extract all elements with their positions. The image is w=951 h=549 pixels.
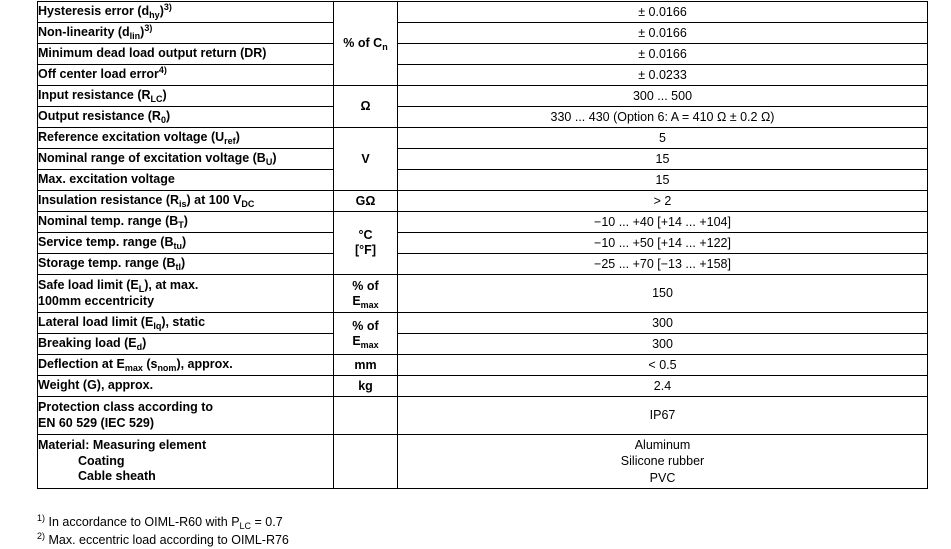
value-cell: 300 — [398, 313, 928, 334]
table-row — [38, 212, 928, 233]
unit-cell: kg — [334, 376, 398, 397]
unit-cell: mm — [334, 355, 398, 376]
param-cell: Insulation resistance $(R_{is})$ at 100 $V_{DC}$ — [38, 191, 334, 212]
table-row — [38, 149, 928, 170]
unit-cell: °C [°F] — [334, 212, 398, 275]
unit-cell: % of $C_n$ — [334, 2, 398, 86]
value-cell: 150 — [398, 275, 928, 313]
table-body — [38, 2, 928, 489]
param-cell: Material: Measuring element Coating Cable sheath — [38, 435, 334, 489]
table-row — [38, 128, 928, 149]
value-cell: 5 — [398, 128, 928, 149]
value-cell: > 2 — [398, 191, 928, 212]
param-cell: Deflection at $E_{max}$ $(s_{nom})$, approx. — [38, 355, 334, 376]
table-row — [38, 86, 928, 107]
value-cell: 15 — [398, 170, 928, 191]
table-row — [38, 23, 928, 44]
unit-cell — [334, 397, 398, 435]
table-row — [38, 65, 928, 86]
value-cell: ± 0.0166 — [398, 23, 928, 44]
param-cell: Reference excitation voltage $(U_{ref})$ — [38, 128, 334, 149]
param-cell: Output resistance $(R_0)$ — [38, 107, 334, 128]
table-row — [38, 44, 928, 65]
param-cell: Service temp. range $(B_{tu})$ — [38, 233, 334, 254]
value-cell: ± 0.0166 — [398, 44, 928, 65]
param-cell: Max. excitation voltage — [38, 170, 334, 191]
table-row — [38, 334, 928, 355]
unit-cell: % of $E_{max}$ — [334, 313, 398, 355]
param-cell: Weight (G), approx. — [38, 376, 334, 397]
value-cell: −25 ... +70 [−13 ... +158] — [398, 254, 928, 275]
unit-cell: % of $E_{max}$ — [334, 275, 398, 313]
param-cell: Safe load limit $(E_L)$, at max. 100mm eccentricity — [38, 275, 334, 313]
specifications-table — [37, 1, 928, 489]
table-row — [38, 435, 928, 489]
param-cell: Minimum dead load output return (DR) — [38, 44, 334, 65]
unit-cell: GΩ — [334, 191, 398, 212]
value-cell: −10 ... +50 [+14 ... +122] — [398, 233, 928, 254]
table-row — [38, 191, 928, 212]
value-cell: 2.4 — [398, 376, 928, 397]
param-cell: Nominal range of excitation voltage $(B_U)$ — [38, 149, 334, 170]
param-cell: Hysteresis error $(d_{hy})^{3)}$ — [38, 2, 334, 23]
value-cell: 300 — [398, 334, 928, 355]
value-cell: 15 — [398, 149, 928, 170]
value-cell: 330 ... 430 (Option 6: A = 410 Ω ± 0.2 Ω) — [398, 107, 928, 128]
param-cell: Off center load error$^{4)}$ — [38, 65, 334, 86]
param-cell: Nominal temp. range $(B_T)$ — [38, 212, 334, 233]
value-cell: Aluminum Silicone rubber PVC — [398, 435, 928, 489]
value-cell: ± 0.0166 — [398, 2, 928, 23]
param-cell: Breaking load $(E_d)$ — [38, 334, 334, 355]
unit-cell — [334, 435, 398, 489]
table-row — [38, 254, 928, 275]
value-cell: 300 ... 500 — [398, 86, 928, 107]
table-row — [38, 376, 928, 397]
table-row — [38, 275, 928, 313]
value-cell: IP67 — [398, 397, 928, 435]
table-row — [38, 170, 928, 191]
value-cell: −10 ... +40 [+14 ... +104] — [398, 212, 928, 233]
table-row — [38, 397, 928, 435]
table-row — [38, 233, 928, 254]
footnote-item: $^{2)}$ Max. eccentric load according to OIML-R76 — [37, 531, 289, 548]
footnote-item: $^{1)}$ In accordance to OIML-R60 with $P_{LC} = 0.7$ — [37, 513, 283, 531]
param-cell: Input resistance $(R_{LC})$ — [38, 86, 334, 107]
param-cell: Protection class according to EN 60 529 (IEC 529) — [38, 397, 334, 435]
value-cell: ± 0.0233 — [398, 65, 928, 86]
unit-cell: V — [334, 128, 398, 191]
table-row — [38, 313, 928, 334]
footnotes — [37, 513, 927, 549]
value-cell: < 0.5 — [398, 355, 928, 376]
param-cell: Non-linearity $(d_{lin})^{3)}$ — [38, 23, 334, 44]
param-cell: Lateral load limit $(E_{lq})$, static — [38, 313, 334, 334]
unit-cell: Ω — [334, 86, 398, 128]
table-row — [38, 107, 928, 128]
table-row — [38, 2, 928, 23]
param-cell: Storage temp. range $(B_{tl})$ — [38, 254, 334, 275]
table-row — [38, 355, 928, 376]
